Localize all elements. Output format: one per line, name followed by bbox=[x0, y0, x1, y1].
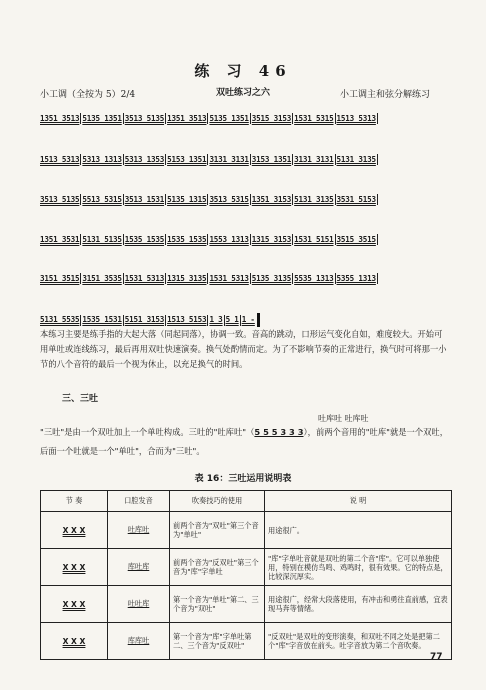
measure: 1531 5315 bbox=[294, 113, 334, 123]
barline bbox=[123, 315, 124, 326]
measure: 1535 1531 bbox=[82, 315, 122, 324]
barline bbox=[165, 194, 166, 205]
measure: 3131 3131 bbox=[294, 154, 334, 164]
measure: 5135 3135 bbox=[251, 273, 292, 283]
para2-before: "三吐"是由一个双吐加上一个单吐构成。三吐的"吐库吐"（ bbox=[40, 427, 255, 437]
barline bbox=[123, 154, 124, 165]
staff-row bbox=[40, 194, 470, 205]
exercise-title: 练 习 46 bbox=[194, 62, 292, 80]
barline bbox=[377, 273, 378, 284]
table-header-cell: 吹奏技巧的使用 bbox=[170, 491, 265, 512]
measure: 3513 5135 bbox=[40, 194, 80, 204]
tongue-cell: 库吐库 bbox=[108, 549, 170, 586]
technique-cell: 第一个音为"库"字单吐第二、三个音为"反双吐" bbox=[170, 623, 265, 660]
usage-table bbox=[40, 490, 452, 660]
measure: 5135 1315 bbox=[167, 194, 207, 204]
note-cell: "反双吐"是双吐的变形演奏，和双吐不同之处是把第二个"库"字音放在前头。吐字音放为第二个音吹奏。 bbox=[265, 623, 452, 660]
measure: 5513 5315 bbox=[82, 194, 122, 204]
barline bbox=[80, 315, 81, 326]
barline bbox=[123, 234, 124, 245]
table-header-cell: 说 明 bbox=[265, 491, 452, 512]
rhythm-cell: X X X bbox=[41, 512, 108, 549]
measure: 5135 1351 bbox=[82, 113, 122, 123]
table-header-cell: 节 奏 bbox=[41, 491, 108, 512]
measure: 5153 1351 bbox=[167, 154, 207, 164]
key-signature: 小工调（全按为 5）2/4 bbox=[40, 90, 136, 100]
measure: 1513 5153 bbox=[167, 315, 207, 324]
measure: 3151 3515 bbox=[40, 273, 80, 283]
barline bbox=[335, 273, 336, 284]
staff-row bbox=[40, 234, 470, 245]
measure: 3151 3535 bbox=[82, 273, 122, 283]
tongue-cell: 库库吐 bbox=[108, 623, 170, 660]
barline bbox=[335, 194, 336, 205]
measure: 5 1 bbox=[225, 315, 239, 324]
staff-row bbox=[40, 313, 470, 327]
tongue-cell: 吐库吐 bbox=[108, 512, 170, 549]
measure: 1315 3153 bbox=[251, 234, 292, 244]
barline bbox=[165, 154, 166, 165]
exercise-subtitle: 双吐练习之六 bbox=[215, 88, 270, 98]
table-row bbox=[41, 512, 452, 549]
barline bbox=[207, 113, 208, 124]
measure: 1531 5313 bbox=[209, 273, 249, 283]
measure: 3153 1351 bbox=[251, 154, 292, 164]
barline bbox=[207, 194, 208, 205]
barline bbox=[377, 113, 378, 124]
final-barline bbox=[257, 313, 260, 327]
measure: 1315 3135 bbox=[167, 273, 207, 283]
measure: 3131 3131 bbox=[209, 154, 249, 164]
barline bbox=[292, 154, 293, 165]
barline bbox=[207, 315, 208, 326]
tongue-cell: 吐吐库 bbox=[108, 586, 170, 623]
measure: 1553 1313 bbox=[209, 234, 249, 244]
staff-row bbox=[40, 154, 470, 165]
table-row bbox=[41, 549, 452, 586]
para2-after: ），前两个音用的"吐库"就是一个双吐，后面一个吐就是一个"单吐"，合而为"三吐"。 bbox=[40, 427, 449, 456]
measure: 5135 1351 bbox=[209, 113, 249, 123]
measure: 3513 1531 bbox=[124, 194, 165, 204]
measure: 1535 1535 bbox=[124, 234, 165, 244]
barline bbox=[240, 315, 241, 326]
measure: 5535 1313 bbox=[294, 273, 334, 283]
measure: 1351 3513 bbox=[167, 113, 207, 123]
barline bbox=[250, 273, 251, 284]
barline bbox=[80, 273, 81, 284]
technique-cell: 第一个音为"单吐"第二、三个音为"双吐" bbox=[170, 586, 265, 623]
rhythm-cell: X X X bbox=[41, 549, 108, 586]
triple-tongue-paragraph bbox=[40, 423, 450, 461]
barline bbox=[207, 154, 208, 165]
table-caption: 表 16：三吐运用说明表 bbox=[194, 474, 292, 484]
barline bbox=[165, 113, 166, 124]
table-header-cell: 口腔发音 bbox=[108, 491, 170, 512]
exercise-paragraph: 本练习主要是练手指的大起大落（同起同落），协调一致。音高的跳动，口形运气变化自如，难度较大。开始可用单吐或连线练习，最后再用双吐快速演奏。换气处酌情而定。为了不影响节奏的正常进行，换气时可将那一小节的八个音符的最后一个视为休止，以充足换气的时间。 bbox=[40, 329, 447, 369]
barline bbox=[292, 194, 293, 205]
barline bbox=[377, 194, 378, 205]
measure: 5131 3135 bbox=[294, 194, 334, 204]
measure: 5131 5535 bbox=[40, 315, 80, 324]
measure: 3515 3153 bbox=[251, 113, 292, 123]
barline bbox=[207, 273, 208, 284]
measure: 3513 5135 bbox=[124, 113, 165, 123]
technique-cell: 前两个音为"双吐"第三个音为"单吐" bbox=[170, 512, 265, 549]
barline bbox=[292, 273, 293, 284]
measure: 1513 5313 bbox=[336, 113, 376, 123]
measure: 3531 5153 bbox=[336, 194, 376, 204]
measure: 5313 1313 bbox=[82, 154, 122, 164]
barline bbox=[165, 234, 166, 245]
barline bbox=[377, 154, 378, 165]
table-header-row bbox=[41, 491, 452, 512]
measure: 3515 3515 bbox=[336, 234, 376, 244]
staff-row bbox=[40, 113, 470, 124]
measure: 1513 5313 bbox=[40, 154, 80, 164]
exercise-description: 小工调主和弦分解练习 bbox=[340, 90, 431, 100]
note-cell: "库"字单吐音就是双吐的第二个音"库"。它可以单独使用，特别在模仿鸟鸣、鸡鸣时，很有效果。它的特点是，比较深沉厚实。 bbox=[265, 549, 452, 586]
barline bbox=[377, 234, 378, 245]
note-cell: 用途很广。 bbox=[265, 512, 452, 549]
measure: 1351 3531 bbox=[40, 234, 80, 244]
table-row bbox=[41, 586, 452, 623]
para2-notes: 5 5 5 3 3 3 bbox=[254, 427, 304, 437]
barline bbox=[165, 315, 166, 326]
measure: 1 3 bbox=[209, 315, 223, 324]
barline bbox=[80, 194, 81, 205]
measure: 1351 3153 bbox=[251, 194, 292, 204]
barline bbox=[80, 154, 81, 165]
measure: 5131 5135 bbox=[82, 234, 122, 244]
staff-row bbox=[40, 273, 470, 284]
technique-cell: 前两个音为"反双吐"第三个音为"库"字单吐 bbox=[170, 549, 265, 586]
page-number: 77 bbox=[430, 652, 443, 662]
table-row bbox=[41, 623, 452, 660]
barline bbox=[292, 234, 293, 245]
measure: 3513 5315 bbox=[209, 194, 249, 204]
barline bbox=[250, 194, 251, 205]
rhythm-cell: X X X bbox=[41, 623, 108, 660]
barline bbox=[80, 113, 81, 124]
measure: 1 - bbox=[241, 315, 255, 324]
barline bbox=[80, 234, 81, 245]
measure: 5355 1313 bbox=[336, 273, 376, 283]
barline bbox=[123, 113, 124, 124]
measure: 1531 5151 bbox=[294, 234, 334, 244]
barline bbox=[250, 234, 251, 245]
barline bbox=[292, 113, 293, 124]
measure: 1531 5313 bbox=[124, 273, 165, 283]
measure: 5151 3153 bbox=[124, 315, 165, 324]
barline bbox=[123, 194, 124, 205]
barline bbox=[335, 234, 336, 245]
measure: 1351 3513 bbox=[40, 113, 80, 123]
barline bbox=[250, 154, 251, 165]
measure: 5131 3135 bbox=[336, 154, 376, 164]
barline bbox=[123, 273, 124, 284]
barline bbox=[335, 154, 336, 165]
barline bbox=[250, 113, 251, 124]
barline bbox=[207, 234, 208, 245]
note-cell: 用途很广，经常大段落使用，有冲击和勇往直前感，宜表现马奔等情绪。 bbox=[265, 586, 452, 623]
rhythm-cell: X X X bbox=[41, 586, 108, 623]
barline bbox=[335, 113, 336, 124]
barline bbox=[165, 273, 166, 284]
measure: 1535 1535 bbox=[167, 234, 207, 244]
ruby-annotation: 吐库吐 吐库吐 bbox=[318, 414, 369, 423]
measure: 5313 1353 bbox=[124, 154, 165, 164]
section-heading: 三、三吐 bbox=[62, 394, 99, 404]
barline bbox=[224, 315, 225, 326]
